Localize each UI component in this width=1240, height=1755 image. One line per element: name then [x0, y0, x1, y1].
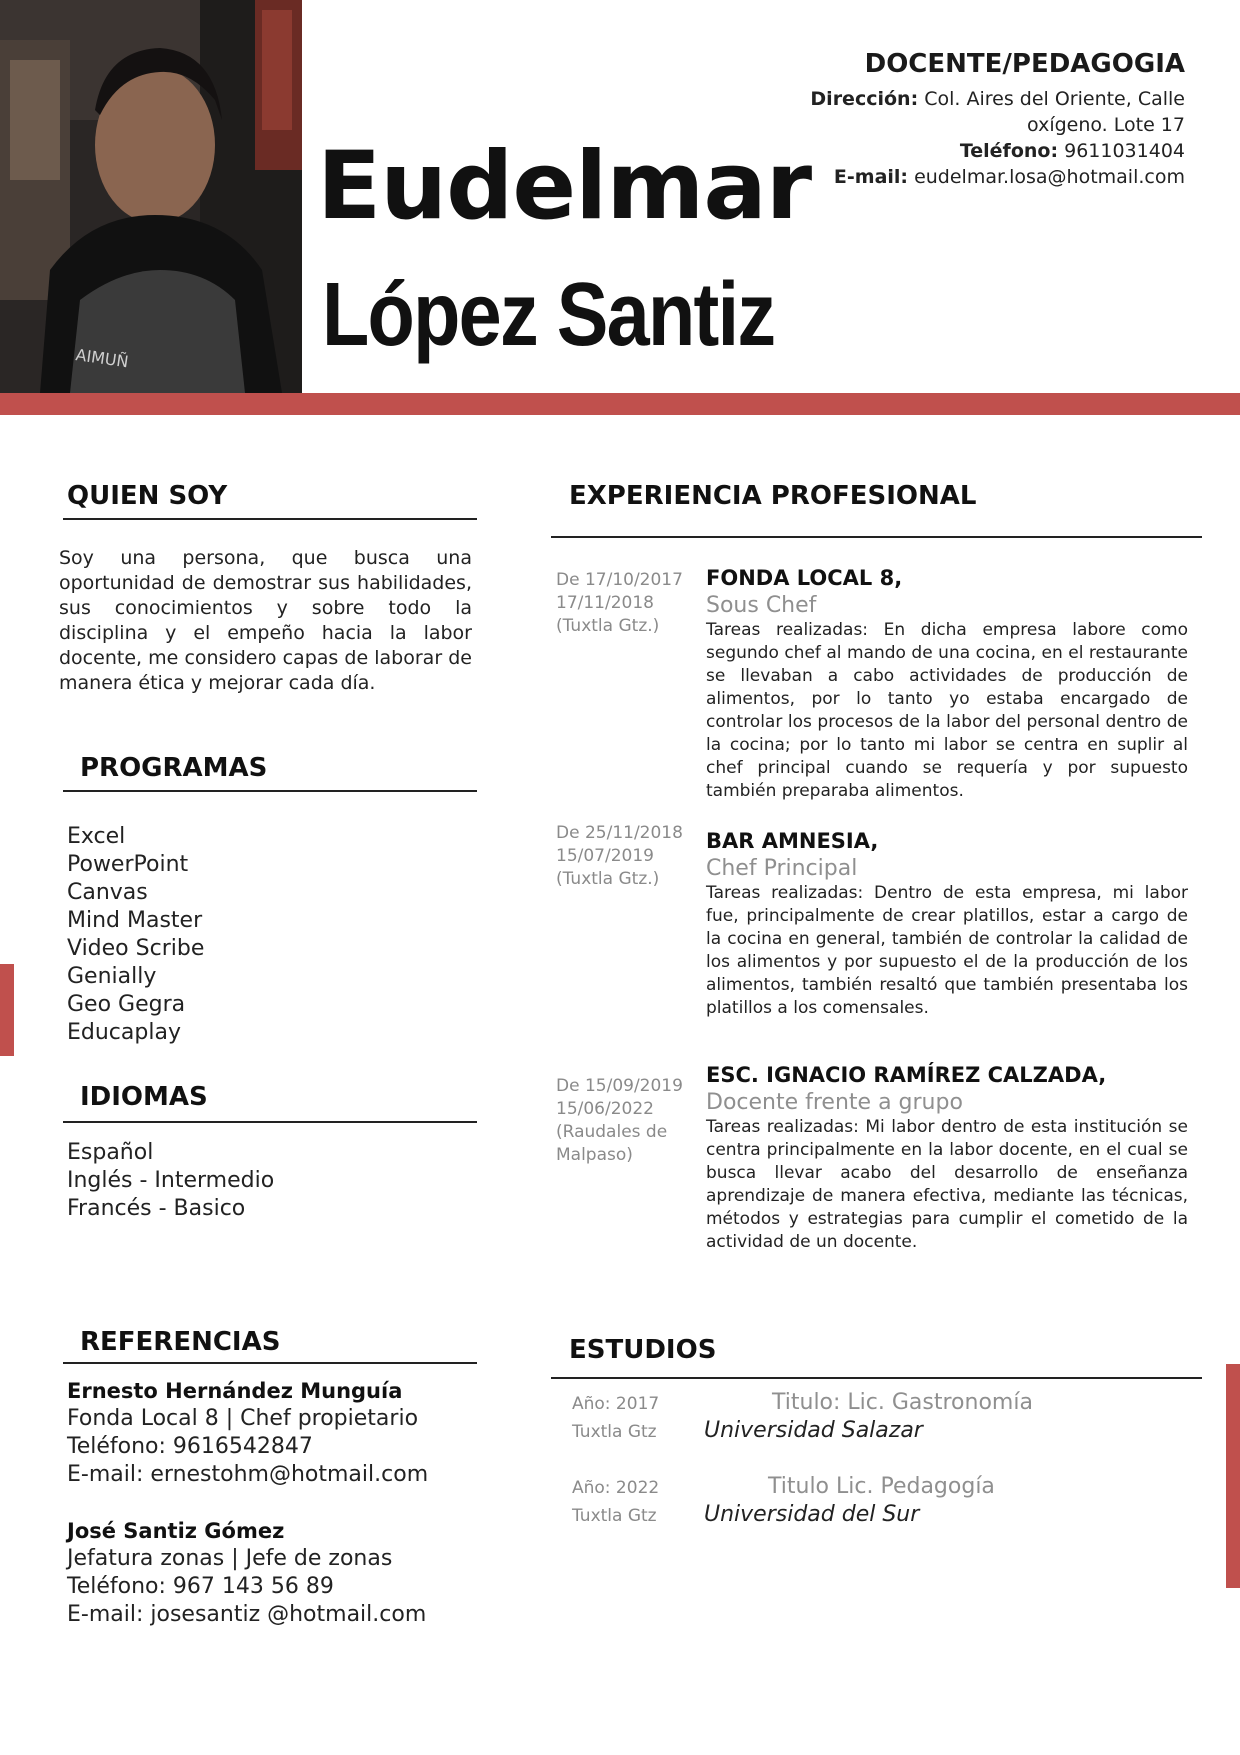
reference-entry [67, 1377, 428, 1489]
languages-title: IDIOMAS [80, 1082, 208, 1112]
program-item: Genially [67, 964, 157, 989]
about-title: QUIEN SOY [67, 481, 228, 511]
job-role: Chef Principal [706, 856, 858, 881]
job-entry [706, 565, 1188, 803]
address-line [765, 86, 1185, 138]
program-item: PowerPoint [67, 852, 189, 877]
left-accent-mark [0, 964, 14, 1056]
job-date-to: 17/11/2018 [556, 593, 654, 613]
job-description: Tareas realizadas: En dicha empresa labore como segundo chef al mando de una cocina, en el restaurante se llevaban a cabo actividades de producción de alimentos, por lo tanto yo estaba encargado de controlar los procesos de la labor del personal dentro de la cocina; por lo tanto mi labor se centra en suplir al chef principal cuando se requería y por supuesto también preparaba alimentos. [706, 620, 1188, 801]
study-entry [572, 1390, 659, 1446]
experience-divider [551, 536, 1202, 538]
profile-photo [0, 0, 302, 393]
program-item: Canvas [67, 880, 148, 905]
study-degree: Titulo: Lic. Gastronomía [772, 1390, 1033, 1415]
job-company: FONDA LOCAL 8, [706, 566, 903, 590]
language-item: Español [67, 1140, 154, 1165]
email-value[interactable]: eudelmar.losa@hotmail.com [914, 166, 1185, 188]
study-place: Tuxtla Gtz [572, 1506, 657, 1526]
programs-list [67, 823, 204, 1047]
job-role-title: DOCENTE/PEDAGOGIA [864, 49, 1185, 79]
job-place: (Tuxtla Gtz.) [556, 869, 660, 889]
study-degree: Titulo Lic. Pedagogía [768, 1474, 995, 1499]
job-place: (Tuxtla Gtz.) [556, 616, 660, 636]
job-entry [706, 828, 1188, 1020]
right-accent-mark [1226, 1364, 1240, 1588]
job-company: ESC. IGNACIO RAMÍREZ CALZADA, [706, 1063, 1107, 1087]
studies-divider [551, 1377, 1202, 1379]
study-year: Año: 2022 [572, 1478, 660, 1498]
job-dates [556, 822, 696, 891]
study-place: Tuxtla Gtz [572, 1422, 657, 1442]
first-name: Eudelmar [317, 132, 812, 241]
references-title: REFERENCIAS [80, 1327, 281, 1357]
job-description: Tareas realizadas: Dentro de esta empresa, mi labor fue, principalmente de crear platillos, estar a cargo de la cocina en general, también de controlar la calidad de los alimentos y por supuesto el de la producción de los alimentos, también resaltó que también presentaba los platillos a los comensales. [706, 883, 1188, 1018]
references-list [67, 1377, 428, 1629]
phone-line [765, 138, 1185, 164]
reference-job: Jefatura zonas | Jefe de zonas [67, 1546, 393, 1571]
job-dates [556, 569, 696, 638]
reference-phone: Teléfono: 9616542847 [67, 1434, 313, 1459]
experience-title: EXPERIENCIA PROFESIONAL [569, 481, 977, 511]
study-year: Año: 2017 [572, 1394, 660, 1414]
study-entry [572, 1474, 659, 1530]
svg-text:AIMUÑ: AIMUÑ [74, 345, 130, 372]
program-item: Mind Master [67, 908, 203, 933]
languages-divider [63, 1121, 477, 1123]
address-value: Col. Aires del Oriente, Calle oxígeno. Lote 17 [924, 88, 1185, 136]
job-date-to: 15/07/2019 [556, 846, 654, 866]
reference-entry [67, 1517, 428, 1629]
job-dates [556, 1075, 696, 1167]
reference-job: Fonda Local 8 | Chef propietario [67, 1406, 419, 1431]
program-item: Excel [67, 824, 126, 849]
job-company: BAR AMNESIA, [706, 829, 879, 853]
phone-label: Teléfono: [959, 140, 1059, 162]
program-item: Educaplay [67, 1020, 181, 1045]
languages-list [67, 1139, 274, 1223]
job-description: Tareas realizadas: Mi labor dentro de esta institución se centra principalmente en la labor docente, en el cual se busca llevar acabo del desarrollo de enseñanza aprendizaje de manera efectiva, mediante las técnicas, métodos y estrategias para cumplir el cometido de la actividad de un docente. [706, 1117, 1188, 1252]
job-date-from: De 15/09/2019 [556, 1076, 683, 1096]
job-role: Sous Chef [706, 593, 817, 618]
programs-title: PROGRAMAS [80, 753, 268, 783]
reference-name: José Santiz Gómez [67, 1519, 285, 1543]
studies-title: ESTUDIOS [569, 1335, 717, 1365]
about-divider [63, 518, 477, 520]
job-role: Docente frente a grupo [706, 1090, 963, 1115]
language-item: Inglés - Intermedio [67, 1168, 275, 1193]
job-date-from: De 17/10/2017 [556, 570, 683, 590]
phone-value: 9611031404 [1064, 140, 1185, 162]
reference-phone: Teléfono: 967 143 56 89 [67, 1574, 334, 1599]
header-accent-bar [0, 393, 1240, 415]
address-label: Dirección: [810, 88, 919, 110]
reference-email[interactable]: E-mail: ernestohm@hotmail.com [67, 1462, 429, 1487]
last-name: López Santiz [322, 265, 775, 365]
job-entry [706, 1062, 1188, 1254]
references-divider [63, 1362, 477, 1364]
about-text: Soy una persona, que busca una oportunidad de demostrar sus habilidades, sus conocimientos y sobre todo la disciplina y el empeño hacia la labor docente, me considero capas de laborar de manera ética y mejorar cada día. [59, 547, 472, 694]
reference-name: Ernesto Hernández Munguía [67, 1379, 403, 1403]
job-date-from: De 25/11/2018 [556, 823, 683, 843]
contact-block [765, 86, 1185, 190]
reference-email[interactable]: E-mail: josesantiz @hotmail.com [67, 1602, 427, 1627]
email-label: E-mail: [833, 166, 909, 188]
job-place: (Raudales de Malpaso) [556, 1122, 668, 1165]
program-item: Video Scribe [67, 936, 205, 961]
profile-photo-image [0, 0, 302, 393]
language-item: Francés - Basico [67, 1196, 246, 1221]
reference-spacer [67, 1489, 428, 1517]
programs-divider [63, 790, 477, 792]
study-school: Universidad Salazar [704, 1418, 923, 1443]
job-date-to: 15/06/2022 [556, 1099, 654, 1119]
email-line [765, 164, 1185, 190]
study-school: Universidad del Sur [704, 1502, 920, 1527]
program-item: Geo Gegra [67, 992, 186, 1017]
